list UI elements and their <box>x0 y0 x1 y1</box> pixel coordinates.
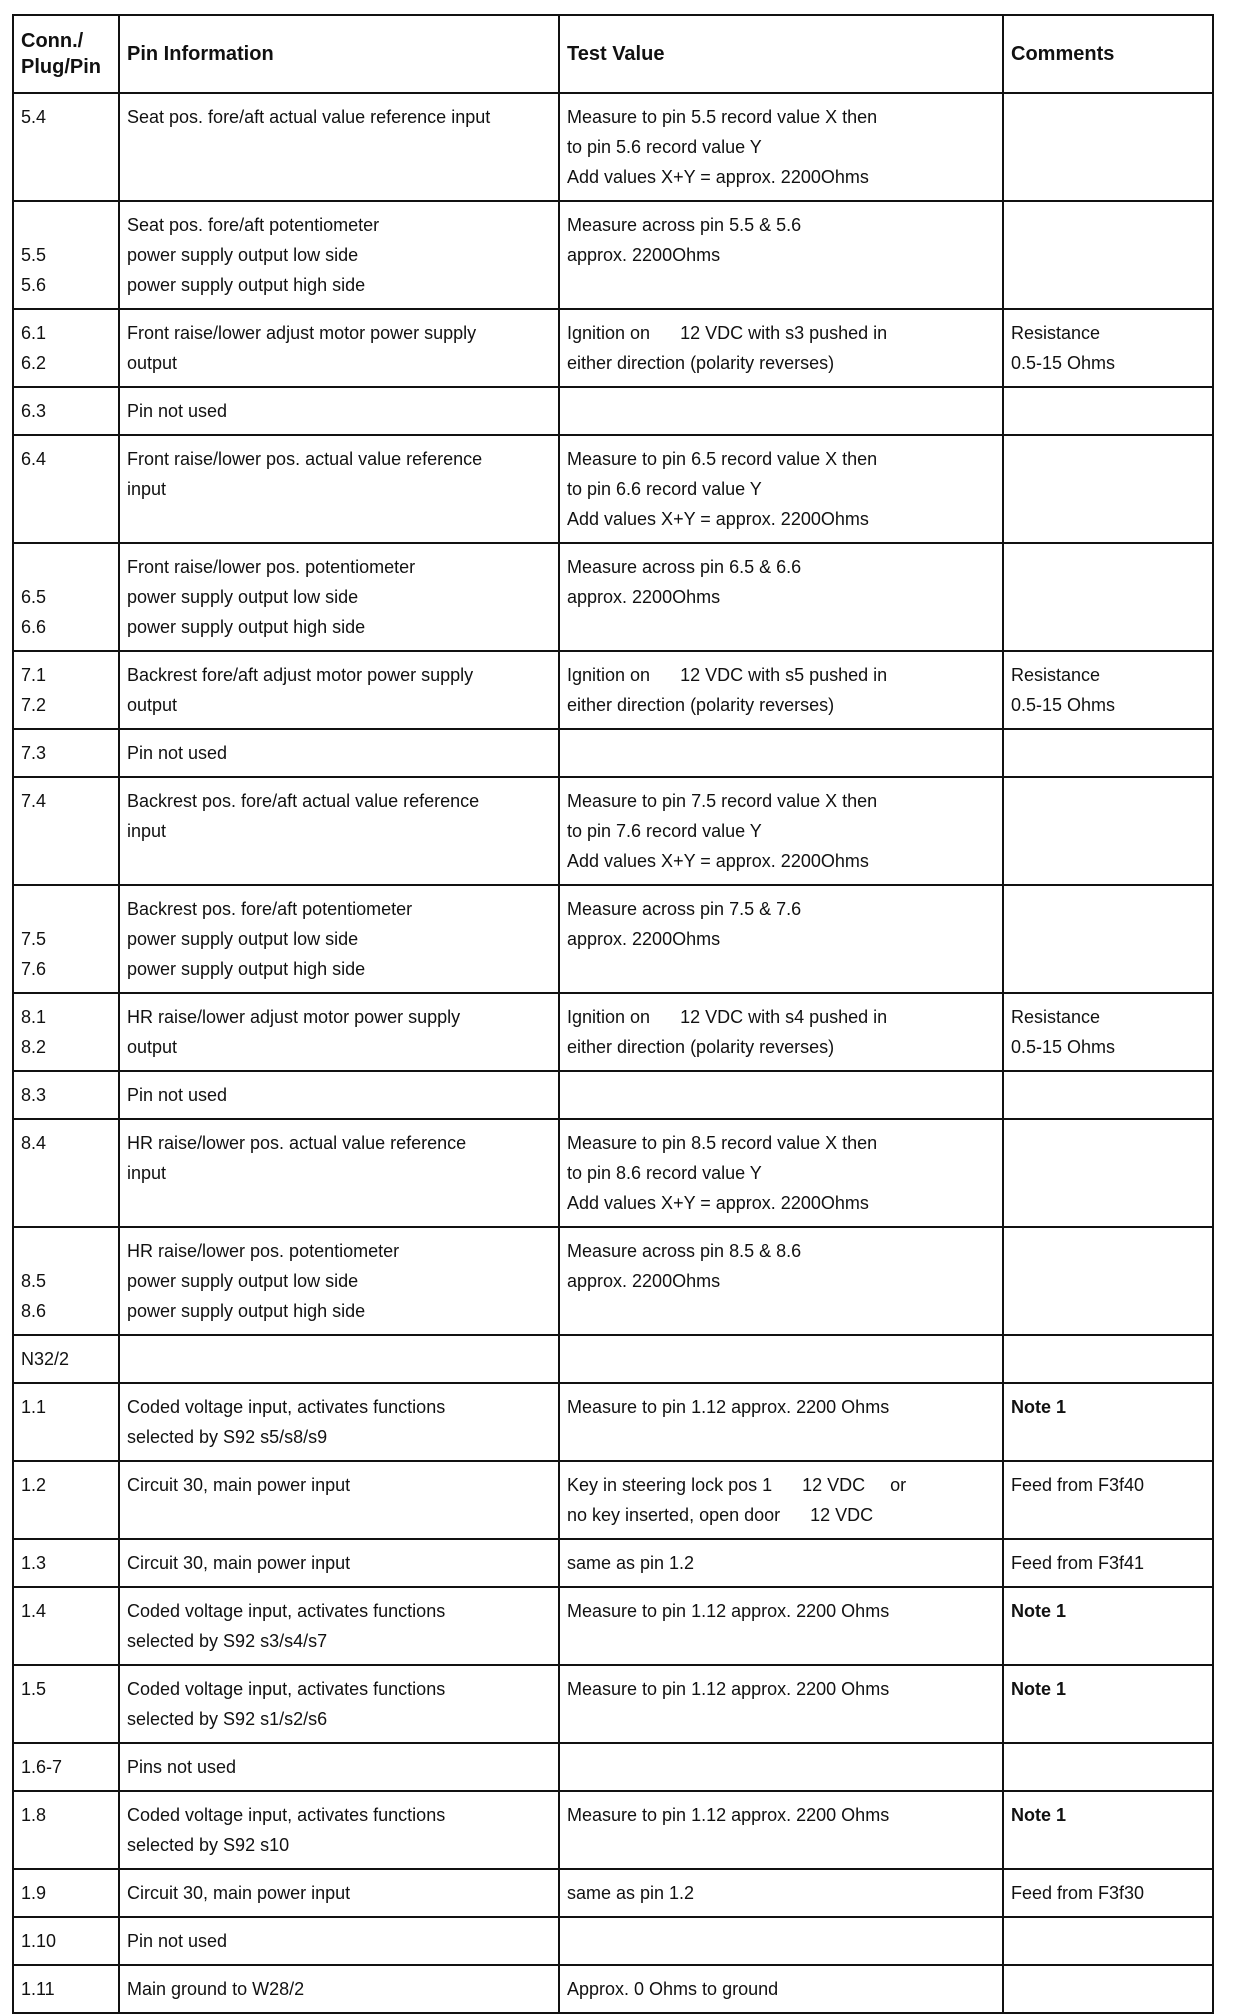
test-value-line: Add values X+Y = approx. 2200Ohms <box>567 1193 869 1213</box>
pin-information-line: Coded voltage input, activates functions <box>127 1679 446 1699</box>
table-row <box>13 309 1213 387</box>
pin-information-cell <box>119 1869 559 1917</box>
table-body <box>13 93 1213 2013</box>
test-value-line: Ignition on 12 VDC with s4 pushed in <box>567 1007 888 1027</box>
pin-cell <box>13 387 119 435</box>
pin-information-line: Seat pos. fore/aft potentiometer <box>127 215 380 235</box>
pin-test-table <box>12 14 1214 2014</box>
pin-line <box>21 894 111 924</box>
comments-line: Note 1 <box>1011 1397 1067 1417</box>
test-value-line: to pin 8.6 record value Y <box>567 1163 762 1183</box>
pin-information-line: Pin not used <box>127 401 228 421</box>
pin-line: 8.6 <box>21 1301 47 1321</box>
test-value-line: Add values X+Y = approx. 2200Ohms <box>567 167 869 187</box>
pin-line: 7.1 <box>21 665 47 685</box>
test-value-line: Measure to pin 1.12 approx. 2200 Ohms <box>567 1601 890 1621</box>
test-value-cell <box>559 1587 1003 1665</box>
pin-line: 7.4 <box>21 791 47 811</box>
pin-cell <box>13 993 119 1071</box>
comments-line: 0.5-15 Ohms <box>1011 1037 1116 1057</box>
test-value-line: Measure to pin 1.12 approx. 2200 Ohms <box>567 1805 890 1825</box>
pin-line: 6.1 <box>21 323 47 343</box>
test-value-line: Measure to pin 7.5 record value X then <box>567 791 878 811</box>
comments-cell <box>1003 543 1213 651</box>
comments-cell <box>1003 1335 1213 1383</box>
test-value-cell <box>559 885 1003 993</box>
pin-information-cell <box>119 1791 559 1869</box>
pin-information-line: output <box>127 695 178 715</box>
comments-cell <box>1003 1461 1213 1539</box>
pin-line: N32/2 <box>21 1349 70 1369</box>
test-value-cell <box>559 1119 1003 1227</box>
comments-line: Resistance <box>1011 323 1101 343</box>
pin-line: 1.8 <box>21 1805 47 1825</box>
table-row <box>13 1461 1213 1539</box>
pin-information-cell <box>119 777 559 885</box>
pin-cell <box>13 1743 119 1791</box>
test-value-line: either direction (polarity reverses) <box>567 695 835 715</box>
comments-cell <box>1003 309 1213 387</box>
test-value-line: Measure across pin 7.5 & 7.6 <box>567 899 802 919</box>
test-value-line: Ignition on 12 VDC with s5 pushed in <box>567 665 888 685</box>
test-value-cell <box>559 777 1003 885</box>
pin-cell <box>13 651 119 729</box>
pin-information-cell <box>119 885 559 993</box>
comments-cell <box>1003 93 1213 201</box>
comments-cell <box>1003 885 1213 993</box>
pin-information-cell <box>119 1587 559 1665</box>
test-value-line: approx. 2200Ohms <box>567 929 721 949</box>
comments-cell <box>1003 1227 1213 1335</box>
test-value-line: Key in steering lock pos 1 12 VDC or <box>567 1475 907 1495</box>
pin-information-line: HR raise/lower pos. actual value reference <box>127 1133 467 1153</box>
pin-line: 1.10 <box>21 1931 57 1951</box>
test-value-line: Approx. 0 Ohms to ground <box>567 1979 779 1999</box>
table-row <box>13 543 1213 651</box>
table-row <box>13 1791 1213 1869</box>
pin-cell <box>13 777 119 885</box>
table-row <box>13 1071 1213 1119</box>
comments-cell <box>1003 993 1213 1071</box>
table-row <box>13 1965 1213 2013</box>
test-value-cell <box>559 1965 1003 2013</box>
pin-line: 1.3 <box>21 1553 47 1573</box>
pin-line: 7.3 <box>21 743 47 763</box>
pin-line: 6.2 <box>21 353 47 373</box>
test-value-cell <box>559 1665 1003 1743</box>
test-value-cell <box>559 993 1003 1071</box>
comments-line: Resistance <box>1011 665 1101 685</box>
table-row <box>13 201 1213 309</box>
pin-cell <box>13 885 119 993</box>
header-test-value: Test Value <box>559 15 1003 93</box>
pin-information-cell <box>119 1539 559 1587</box>
table-row <box>13 885 1213 993</box>
pin-line: 1.1 <box>21 1397 47 1417</box>
table-row <box>13 993 1213 1071</box>
table-row <box>13 729 1213 777</box>
test-value-cell <box>559 651 1003 729</box>
pin-information-line: input <box>127 821 167 841</box>
pin-information-line: input <box>127 479 167 499</box>
comments-cell <box>1003 777 1213 885</box>
test-value-line: same as pin 1.2 <box>567 1883 695 1903</box>
pin-information-cell <box>119 1119 559 1227</box>
pin-information-line: Pin not used <box>127 743 228 763</box>
pin-information-cell <box>119 1917 559 1965</box>
table-row <box>13 1539 1213 1587</box>
comments-cell <box>1003 1869 1213 1917</box>
test-value-line: approx. 2200Ohms <box>567 1271 721 1291</box>
comments-cell <box>1003 387 1213 435</box>
pin-information-line: selected by S92 s1/s2/s6 <box>127 1709 328 1729</box>
header-pin-information: Pin Information <box>119 15 559 93</box>
pin-information-line: Backrest fore/aft adjust motor power supply <box>127 665 474 685</box>
comments-cell <box>1003 435 1213 543</box>
pin-information-cell <box>119 729 559 777</box>
test-value-line: Measure across pin 8.5 & 8.6 <box>567 1241 802 1261</box>
pin-cell <box>13 1869 119 1917</box>
test-value-line: Measure to pin 5.5 record value X then <box>567 107 878 127</box>
pin-information-line: power supply output low side <box>127 245 359 265</box>
table-row <box>13 1869 1213 1917</box>
test-value-line: Add values X+Y = approx. 2200Ohms <box>567 851 869 871</box>
test-value-line: either direction (polarity reverses) <box>567 353 835 373</box>
test-value-line: Add values X+Y = approx. 2200Ohms <box>567 509 869 529</box>
comments-cell <box>1003 1119 1213 1227</box>
pin-information-line: Pin not used <box>127 1931 228 1951</box>
pin-cell <box>13 1227 119 1335</box>
pin-information-cell <box>119 1665 559 1743</box>
comments-cell <box>1003 651 1213 729</box>
test-value-cell <box>559 309 1003 387</box>
pin-information-cell <box>119 543 559 651</box>
comments-cell <box>1003 1743 1213 1791</box>
pin-information-cell <box>119 387 559 435</box>
pin-information-line: Backrest pos. fore/aft actual value reference <box>127 791 480 811</box>
pin-information-line: power supply output high side <box>127 617 366 637</box>
pin-line <box>21 1236 111 1266</box>
table-header-row <box>13 15 1213 93</box>
test-value-line: Measure to pin 6.5 record value X then <box>567 449 878 469</box>
pin-cell <box>13 435 119 543</box>
pin-line: 1.11 <box>21 1979 55 1999</box>
pin-information-line: output <box>127 353 178 373</box>
test-value-line: either direction (polarity reverses) <box>567 1037 835 1057</box>
comments-line: 0.5-15 Ohms <box>1011 695 1116 715</box>
comments-cell <box>1003 1791 1213 1869</box>
pin-information-line: Coded voltage input, activates functions <box>127 1601 446 1621</box>
pin-line <box>21 552 111 582</box>
table-row <box>13 1587 1213 1665</box>
test-value-line: Measure across pin 6.5 & 6.6 <box>567 557 802 577</box>
pin-information-cell <box>119 1461 559 1539</box>
test-value-cell <box>559 1791 1003 1869</box>
comments-line: Resistance <box>1011 1007 1101 1027</box>
pin-information-line: HR raise/lower adjust motor power supply <box>127 1007 461 1027</box>
comments-cell <box>1003 201 1213 309</box>
header-conn-line2: Plug/Pin <box>21 56 101 78</box>
pin-information-line: Circuit 30, main power input <box>127 1553 351 1573</box>
table-row <box>13 1917 1213 1965</box>
pin-information-line: output <box>127 1037 178 1057</box>
pin-information-line: Front raise/lower pos. actual value reference <box>127 449 483 469</box>
pin-information-cell <box>119 201 559 309</box>
comments-cell <box>1003 1587 1213 1665</box>
comments-line: Note 1 <box>1011 1679 1067 1699</box>
pin-information-cell <box>119 993 559 1071</box>
pin-information-line: Backrest pos. fore/aft potentiometer <box>127 899 413 919</box>
test-value-line: no key inserted, open door 12 VDC <box>567 1505 874 1525</box>
header-conn-plug-pin <box>13 15 119 93</box>
pin-cell <box>13 1383 119 1461</box>
pin-information-cell <box>119 1227 559 1335</box>
pin-information-line: Pins not used <box>127 1757 237 1777</box>
pin-information-line: Circuit 30, main power input <box>127 1883 351 1903</box>
test-value-cell <box>559 1071 1003 1119</box>
table-row <box>13 651 1213 729</box>
comments-cell <box>1003 729 1213 777</box>
pin-line: 8.4 <box>21 1133 47 1153</box>
pin-line: 7.2 <box>21 695 47 715</box>
pin-cell <box>13 309 119 387</box>
pin-information-line: power supply output high side <box>127 1301 366 1321</box>
comments-line: 0.5-15 Ohms <box>1011 353 1116 373</box>
pin-cell <box>13 1335 119 1383</box>
pin-cell <box>13 1587 119 1665</box>
test-value-cell <box>559 543 1003 651</box>
pin-line: 5.6 <box>21 275 47 295</box>
table-row <box>13 1227 1213 1335</box>
comments-cell <box>1003 1383 1213 1461</box>
test-value-cell <box>559 1917 1003 1965</box>
header-conn-line1: Conn./ <box>21 30 84 52</box>
pin-cell <box>13 1119 119 1227</box>
pin-information-line: power supply output high side <box>127 959 366 979</box>
pin-information-line: Coded voltage input, activates functions <box>127 1397 446 1417</box>
table-row <box>13 1383 1213 1461</box>
pin-information-line: power supply output low side <box>127 1271 359 1291</box>
test-value-cell <box>559 1743 1003 1791</box>
pin-information-line: Front raise/lower pos. potentiometer <box>127 557 416 577</box>
test-value-line: same as pin 1.2 <box>567 1553 695 1573</box>
pin-cell <box>13 1965 119 2013</box>
header-comments: Comments <box>1003 15 1213 93</box>
test-value-cell <box>559 1383 1003 1461</box>
pin-information-line: Main ground to W28/2 <box>127 1979 305 1999</box>
pin-cell <box>13 201 119 309</box>
comments-line: Feed from F3f30 <box>1011 1883 1145 1903</box>
pin-line: 5.4 <box>21 107 47 127</box>
pin-information-cell <box>119 1335 559 1383</box>
pin-line: 1.9 <box>21 1883 47 1903</box>
pin-cell <box>13 1461 119 1539</box>
pin-information-line: power supply output low side <box>127 929 359 949</box>
pin-cell <box>13 1665 119 1743</box>
test-value-cell <box>559 435 1003 543</box>
pin-information-line: Front raise/lower adjust motor power supply <box>127 323 477 343</box>
pin-line: 6.4 <box>21 449 47 469</box>
pin-information-line: power supply output high side <box>127 275 366 295</box>
pin-line: 7.5 <box>21 929 47 949</box>
pin-cell <box>13 1071 119 1119</box>
pin-line <box>21 210 111 240</box>
pin-information-cell <box>119 93 559 201</box>
pin-information-cell <box>119 651 559 729</box>
test-value-cell <box>559 1335 1003 1383</box>
comments-cell <box>1003 1917 1213 1965</box>
test-value-cell <box>559 1227 1003 1335</box>
pin-line: 8.1 <box>21 1007 47 1027</box>
comments-cell <box>1003 1071 1213 1119</box>
pin-cell <box>13 729 119 777</box>
pin-information-line: power supply output low side <box>127 587 359 607</box>
pin-cell <box>13 93 119 201</box>
pin-cell <box>13 543 119 651</box>
table-row <box>13 435 1213 543</box>
table-row <box>13 1665 1213 1743</box>
test-value-line: to pin 7.6 record value Y <box>567 821 762 841</box>
pin-line: 8.2 <box>21 1037 47 1057</box>
test-value-line: Measure across pin 5.5 & 5.6 <box>567 215 802 235</box>
pin-information-line: selected by S92 s5/s8/s9 <box>127 1427 328 1447</box>
table-row <box>13 1119 1213 1227</box>
test-value-line: approx. 2200Ohms <box>567 587 721 607</box>
pin-line: 8.5 <box>21 1271 47 1291</box>
pin-information-line: input <box>127 1163 167 1183</box>
pin-information-cell <box>119 435 559 543</box>
test-value-line: Measure to pin 8.5 record value X then <box>567 1133 878 1153</box>
pin-line: 6.5 <box>21 587 47 607</box>
comments-line: Note 1 <box>1011 1601 1067 1621</box>
pin-information-cell <box>119 309 559 387</box>
pin-information-cell <box>119 1071 559 1119</box>
pin-line: 1.2 <box>21 1475 47 1495</box>
pin-line: 5.5 <box>21 245 47 265</box>
pin-information-line: selected by S92 s3/s4/s7 <box>127 1631 328 1651</box>
pin-information-line: Coded voltage input, activates functions <box>127 1805 446 1825</box>
test-value-cell <box>559 729 1003 777</box>
test-value-cell <box>559 1869 1003 1917</box>
table-row <box>13 387 1213 435</box>
test-value-cell <box>559 387 1003 435</box>
pin-information-line: Seat pos. fore/aft actual value reference input <box>127 107 491 127</box>
pin-cell <box>13 1539 119 1587</box>
pin-information-cell <box>119 1383 559 1461</box>
pin-cell <box>13 1791 119 1869</box>
comments-line: Note 1 <box>1011 1805 1067 1825</box>
comments-cell <box>1003 1539 1213 1587</box>
pin-information-cell <box>119 1965 559 2013</box>
comments-line: Feed from F3f40 <box>1011 1475 1145 1495</box>
test-value-cell <box>559 201 1003 309</box>
pin-information-line: HR raise/lower pos. potentiometer <box>127 1241 400 1261</box>
test-value-line: to pin 6.6 record value Y <box>567 479 762 499</box>
test-value-line: approx. 2200Ohms <box>567 245 721 265</box>
table-row <box>13 777 1213 885</box>
pin-information-line: Circuit 30, main power input <box>127 1475 351 1495</box>
pin-line: 7.6 <box>21 959 47 979</box>
test-value-cell <box>559 93 1003 201</box>
test-value-line: Measure to pin 1.12 approx. 2200 Ohms <box>567 1679 890 1699</box>
table-row <box>13 1743 1213 1791</box>
pin-line: 6.3 <box>21 401 47 421</box>
table-row <box>13 1335 1213 1383</box>
pin-line: 6.6 <box>21 617 47 637</box>
pin-cell <box>13 1917 119 1965</box>
table-row <box>13 93 1213 201</box>
pin-line: 1.4 <box>21 1601 47 1621</box>
pin-information-cell <box>119 1743 559 1791</box>
test-value-cell <box>559 1539 1003 1587</box>
test-value-line: Ignition on 12 VDC with s3 pushed in <box>567 323 888 343</box>
comments-cell <box>1003 1665 1213 1743</box>
pin-information-line: selected by S92 s10 <box>127 1835 290 1855</box>
pin-line: 8.3 <box>21 1085 47 1105</box>
test-value-line: to pin 5.6 record value Y <box>567 137 762 157</box>
comments-line: Feed from F3f41 <box>1011 1553 1145 1573</box>
comments-cell <box>1003 1965 1213 2013</box>
test-value-line: Measure to pin 1.12 approx. 2200 Ohms <box>567 1397 890 1417</box>
pin-line: 1.5 <box>21 1679 47 1699</box>
pin-line: 1.6-7 <box>21 1757 63 1777</box>
test-value-cell <box>559 1461 1003 1539</box>
pin-information-line: Pin not used <box>127 1085 228 1105</box>
